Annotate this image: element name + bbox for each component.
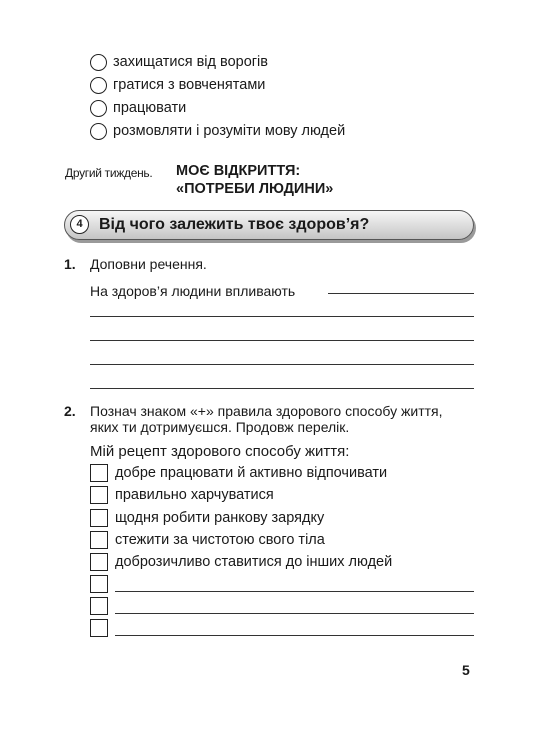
option-row[interactable] xyxy=(90,52,268,72)
sentence-prompt: На здоров’я людини впливають xyxy=(90,283,296,299)
checkbox[interactable] xyxy=(90,619,108,637)
lesson-banner xyxy=(64,210,474,240)
recipe-title: Мій рецепт здорового способу життя: xyxy=(90,443,350,460)
checklist-label: правильно харчуватися xyxy=(115,487,274,503)
answer-line[interactable] xyxy=(328,293,474,294)
option-label: захищатися від ворогів xyxy=(113,54,268,70)
answer-line[interactable] xyxy=(115,613,474,614)
answer-line[interactable] xyxy=(90,316,474,317)
checkbox[interactable] xyxy=(90,597,108,615)
checklist-item-blank[interactable] xyxy=(90,618,474,638)
option-label: працювати xyxy=(113,100,187,116)
radio-circle[interactable] xyxy=(90,54,107,71)
checklist-item[interactable] xyxy=(90,530,474,550)
task-instruction: Доповни речення. xyxy=(90,256,207,272)
checklist-item[interactable] xyxy=(90,508,474,528)
lesson-number-badge: 4 xyxy=(70,215,89,234)
radio-circle[interactable] xyxy=(90,77,107,94)
option-row[interactable] xyxy=(90,121,345,141)
checklist-item-blank[interactable] xyxy=(90,574,474,594)
checkbox[interactable] xyxy=(90,531,108,549)
checkbox[interactable] xyxy=(90,553,108,571)
answer-line[interactable] xyxy=(90,340,474,341)
option-row[interactable] xyxy=(90,98,186,118)
checklist-label: добре працювати й активно відпочивати xyxy=(115,465,388,481)
checkbox[interactable] xyxy=(90,486,108,504)
checkbox[interactable] xyxy=(90,509,108,527)
answer-line[interactable] xyxy=(90,388,474,389)
task-instruction-line: яких ти дотримуєшся. Продовж перелік. xyxy=(90,419,350,435)
checklist-item[interactable] xyxy=(90,485,474,505)
answer-line[interactable] xyxy=(90,364,474,365)
option-row[interactable] xyxy=(90,75,265,95)
task-number: 2. xyxy=(64,403,76,419)
checkbox[interactable] xyxy=(90,575,108,593)
option-label: розмовляти і розуміти мову людей xyxy=(113,123,346,139)
week-title-line: «ПОТРЕБИ ЛЮДИНИ» xyxy=(176,181,334,197)
lesson-title: Від чого залежить твоє здоров’я? xyxy=(99,216,370,233)
task-number: 1. xyxy=(64,256,76,272)
answer-line[interactable] xyxy=(115,635,474,636)
checklist-item[interactable] xyxy=(90,552,474,572)
task-instruction-line: Познач знаком «+» правила здорового способу життя, xyxy=(90,403,443,419)
page-number: 5 xyxy=(462,662,470,678)
checklist-item-blank[interactable] xyxy=(90,596,474,616)
radio-circle[interactable] xyxy=(90,100,107,117)
radio-circle[interactable] xyxy=(90,123,107,140)
week-title xyxy=(176,162,333,198)
week-label: Другий тиждень. xyxy=(65,166,153,180)
week-title-line: МОЄ ВІДКРИТТЯ: xyxy=(176,163,301,179)
checklist-label: щодня робити ранкову зарядку xyxy=(115,510,325,526)
checklist-item[interactable] xyxy=(90,463,474,483)
answer-line[interactable] xyxy=(115,591,474,592)
checklist-label: доброзичливо ставитися до інших людей xyxy=(115,554,393,570)
checkbox[interactable] xyxy=(90,464,108,482)
option-label: гратися з вовченятами xyxy=(113,77,266,93)
checklist-label: стежити за чистотою свого тіла xyxy=(115,532,325,548)
